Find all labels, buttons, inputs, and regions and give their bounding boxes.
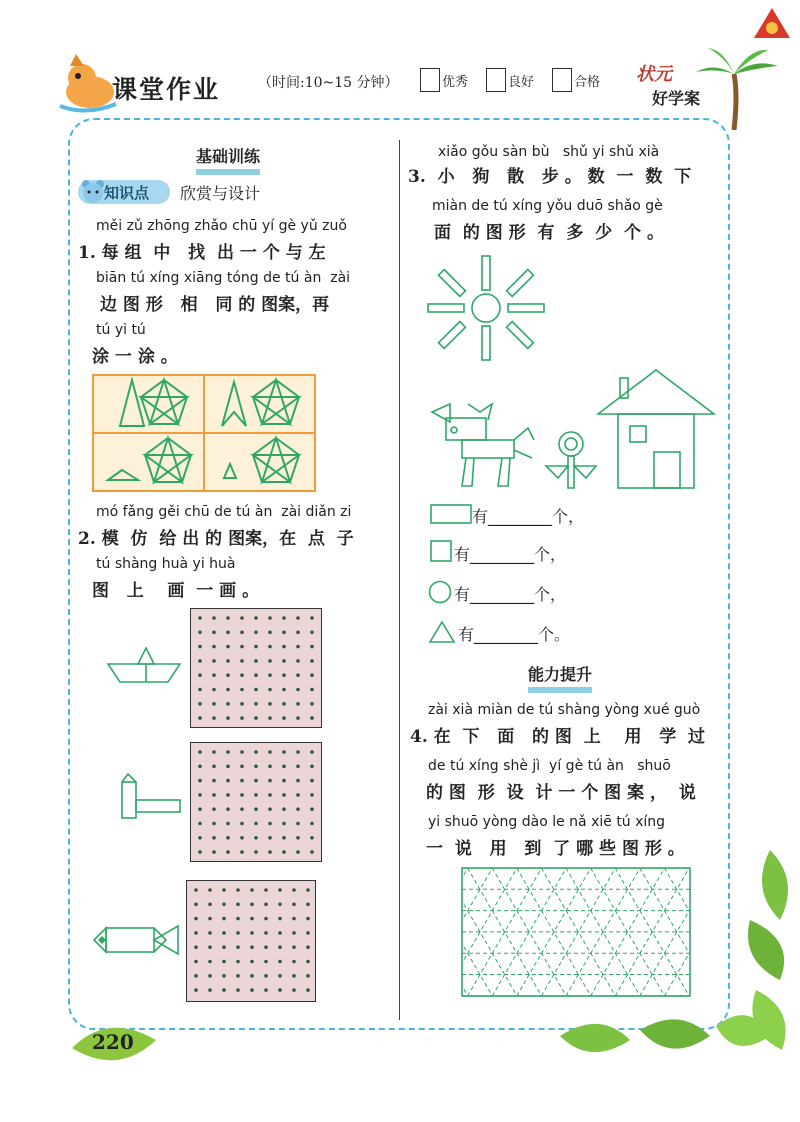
knowledge-label: 知识点 [104, 184, 150, 202]
count-row-circle[interactable]: 有________个， [454, 585, 567, 604]
checkbox[interactable] [420, 68, 440, 92]
dot-grid [186, 880, 316, 1002]
q2-pinyin-2: tú shàng huà yi huà [96, 556, 236, 572]
rating-pass[interactable]: 合格 [552, 68, 600, 92]
count-row-triangle[interactable]: 有________个。 [458, 625, 571, 644]
leaves-decoration [520, 840, 800, 1070]
checkbox[interactable] [552, 68, 572, 92]
q3-pinyin-1: xiǎo gǒu sàn bù shǔ yi shǔ xià [438, 144, 660, 160]
q1-pinyin-3: tú yi tú [96, 322, 146, 338]
bear-icon [80, 178, 106, 206]
q4-text-2: 的 图 形 设 计 一 个 图 案 ， 说 [426, 783, 696, 803]
q1-text-3: 涂 一 涂 。 [92, 347, 178, 367]
column-divider [399, 140, 400, 1020]
q1-pinyin-1: měi zǔ zhōng zhǎo chū yí gè yǔ zuǒ [96, 218, 347, 234]
section-basic-training: 基础训练 [196, 144, 260, 175]
rectangle-shape-icon [430, 504, 472, 524]
q4-pinyin-1: zài xià miàn de tú shàng yòng xué guò [428, 702, 701, 718]
q4-pinyin-3: yi shuō yòng dào le nǎ xiē tú xíng [428, 814, 666, 830]
boat-figure [106, 644, 182, 686]
answer-blank[interactable]: ________ [474, 625, 539, 644]
house-figure [596, 368, 716, 490]
answer-blank[interactable]: ________ [470, 585, 535, 604]
rating-good[interactable]: 良好 [486, 68, 534, 92]
brand-bottom: 好学案 [652, 89, 701, 108]
flower-figure [542, 430, 600, 490]
q2-pinyin-1: mó fǎng gěi chū de tú àn zài diǎn zi [96, 504, 352, 520]
knowledge-text: 欣赏与设计 [180, 184, 261, 203]
q4-text-3: 一 说 用 到 了 哪 些 图 形 。 [426, 839, 685, 859]
q1-text-2: 边 图 形 相 同 的 图案，再 [100, 295, 330, 315]
brand-top: 状元 [636, 64, 672, 85]
square-shape-icon [430, 540, 452, 562]
mascot-fox-logo [56, 52, 120, 118]
triangle-shape-icon [428, 620, 456, 644]
q3-pinyin-2: miàn de tú xíng yǒu duō shǎo gè [432, 198, 663, 214]
rating-excellent[interactable]: 优秀 [420, 68, 468, 92]
q2-text-2: 图 上 画 一 画 。 [92, 581, 260, 601]
hammer-figure [116, 772, 182, 820]
dot-grid [190, 742, 322, 862]
answer-blank[interactable]: ________ [470, 545, 535, 564]
q1-text-1: 1. 每 组 中 找 出 一 个 与 左 [78, 243, 326, 263]
section-ability: 能力提升 [528, 662, 592, 693]
q2-text-1: 2. 模 仿 给 出 的 图案，在 点 子 [78, 529, 354, 549]
count-row-square[interactable]: 有________个， [454, 545, 567, 564]
q4-text-1: 4. 在 下 面 的 图 上 用 学 过 [410, 727, 706, 747]
q4-pinyin-2: de tú xíng shè jì yí gè tú àn shuō [428, 758, 671, 774]
count-row-rectangle[interactable]: 有________个， [472, 507, 585, 526]
circle-shape-icon [428, 580, 452, 604]
palm-tree-icon [694, 44, 780, 130]
q1-figure-grid [92, 374, 316, 492]
sun-figure [426, 254, 546, 364]
q3-text-2: 面 的 图 形 有 多 少 个 。 [434, 223, 664, 243]
checkbox[interactable] [486, 68, 506, 92]
q3-text-1: 3. 小 狗 散 步 。 数 一 数 下 [408, 167, 692, 187]
page-number: 220 [92, 1030, 134, 1054]
page-title: 课堂作业 [112, 75, 221, 104]
dog-figure [428, 400, 538, 490]
q1-pinyin-2: biān tú xíng xiāng tóng de tú àn zài [96, 270, 351, 286]
answer-blank[interactable]: ________ [488, 507, 553, 526]
fish-figure [92, 922, 182, 958]
publisher-logo-icon [752, 6, 792, 46]
dot-grid [190, 608, 322, 728]
time-note: （时间:10~15 分钟） [258, 75, 399, 91]
